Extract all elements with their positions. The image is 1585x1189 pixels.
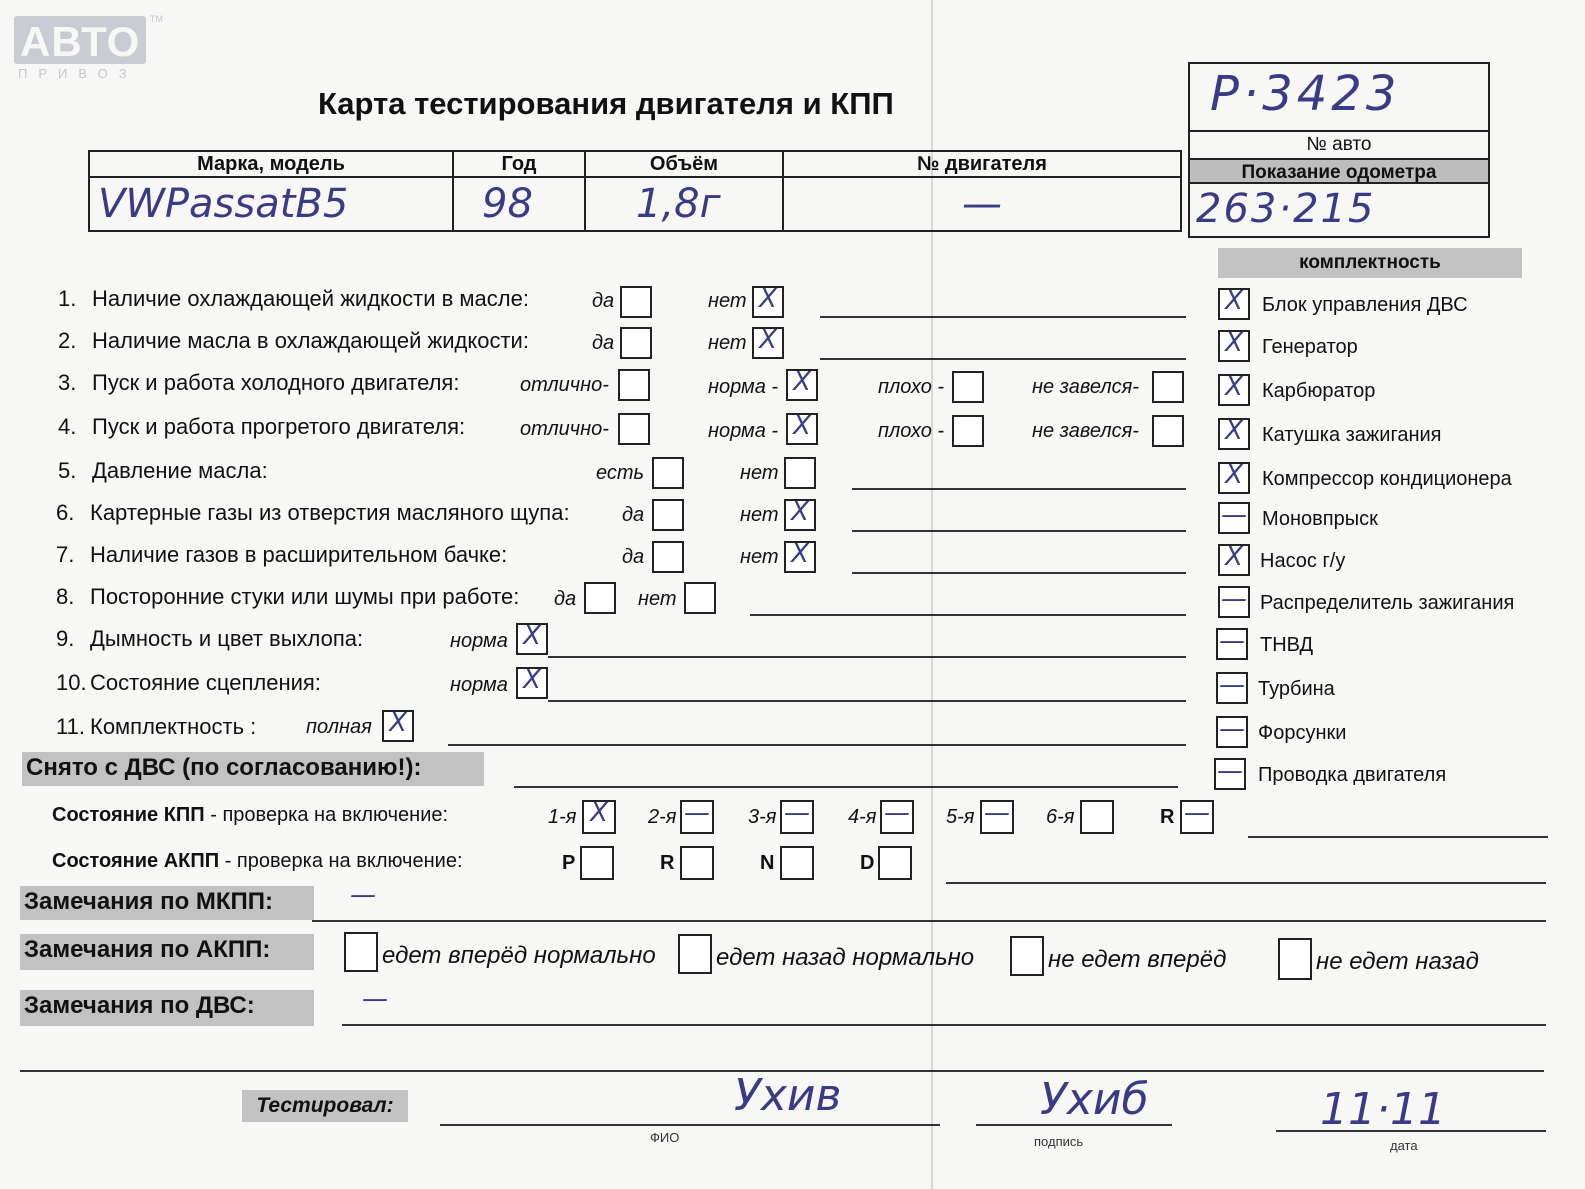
model-value: VWPassatB5 — [89, 177, 453, 231]
question-2 — [58, 328, 529, 354]
logo-subtext: ПРИВОЗ — [18, 66, 138, 81]
akpp-forward-ok-checkbox[interactable] — [344, 932, 378, 972]
gear-label: 1-я — [548, 806, 577, 828]
kompl-checkbox[interactable] — [1216, 628, 1248, 660]
q8-net-checkbox[interactable] — [684, 582, 716, 614]
gear-3-checkbox[interactable] — [780, 800, 814, 834]
option-norma: норма - — [708, 376, 779, 398]
q8-da-checkbox[interactable] — [584, 582, 616, 614]
col-engine-no: № двигателя — [783, 151, 1181, 177]
gear-label: 4-я — [848, 806, 877, 828]
q11-note-line[interactable] — [448, 744, 1186, 746]
option-da: да — [592, 332, 615, 354]
remarks-mkpp-value: — — [350, 880, 376, 910]
q2-note-line[interactable] — [820, 358, 1186, 360]
col-model: Марка, модель — [89, 151, 453, 177]
q7-note-line[interactable] — [852, 572, 1186, 574]
check-mark: — — [1219, 626, 1245, 656]
year-value: 98 — [453, 177, 585, 231]
kompl-item-label: Генератор — [1262, 336, 1358, 358]
question-text: Наличие масла в охлаждающей жидкости: — [92, 328, 529, 353]
check-mark: — — [1221, 584, 1247, 614]
kpp-note-line[interactable] — [1248, 836, 1548, 838]
akpp-no-forward-checkbox[interactable] — [1010, 936, 1044, 976]
option-net: нет — [708, 332, 747, 354]
remarks-dvs-value: — — [362, 984, 388, 1014]
removed-line[interactable] — [514, 786, 1178, 788]
question-11 — [56, 714, 256, 740]
question-8 — [56, 584, 519, 610]
col-year: Год — [453, 151, 585, 177]
question-text: Картерные газы из отверстия масляного щупа: — [90, 500, 570, 525]
gear-label: 6-я — [1046, 806, 1075, 828]
akpp-label-rest: - проверка на включение: — [219, 850, 463, 872]
akpp-mode-label: R — [660, 852, 675, 874]
option-ploho: плохо - — [878, 420, 945, 442]
question-number: 5. — [58, 458, 77, 483]
akpp-option: едет вперёд нормально — [382, 942, 656, 969]
gear-4-checkbox[interactable] — [880, 800, 914, 834]
remarks-mkpp-label: Замечания по МКПП: — [20, 886, 314, 920]
check-mark: — — [1217, 756, 1243, 786]
odometer-label: Показание одометра — [1190, 158, 1488, 184]
col-volume: Объём — [585, 151, 783, 177]
kompl-item-label: Карбюратор — [1262, 380, 1376, 402]
question-text: Комплектность : — [90, 714, 257, 739]
akpp-n-checkbox[interactable] — [780, 846, 814, 880]
car-number-label: № авто — [1188, 130, 1490, 158]
question-number: 8. — [56, 584, 75, 609]
option-otlichno: отлично- — [520, 418, 609, 440]
tested-label: Тестировал: — [242, 1090, 408, 1122]
option-otlichno: отлично- — [520, 374, 609, 396]
question-7 — [56, 542, 507, 568]
fio-label: ФИО — [650, 1130, 680, 1145]
check-mark: X — [523, 621, 541, 651]
option-norma: норма — [450, 630, 508, 652]
kompl-checkbox[interactable] — [1218, 544, 1250, 576]
option-ne-zavelsya: не завелся- — [1032, 420, 1139, 442]
check-mark: — — [884, 798, 910, 828]
option-norma: норма - — [708, 420, 779, 442]
odometer-value: 263·215 — [1196, 186, 1376, 232]
remarks-mkpp-line[interactable] — [312, 920, 1546, 922]
q3-norma-checkbox[interactable] — [786, 369, 818, 401]
check-mark: X — [389, 708, 407, 738]
fio-line[interactable] — [440, 1124, 940, 1126]
question-4 — [58, 414, 465, 440]
q3-ploho-checkbox[interactable] — [952, 371, 984, 403]
removed-label: Снято с ДВС (по согласованию!): — [22, 752, 484, 786]
check-mark: X — [1225, 372, 1243, 402]
check-mark: — — [784, 798, 810, 828]
option-da: да — [592, 290, 615, 312]
akpp-mode-label: N — [760, 852, 775, 874]
question-text: Состояние сцепления: — [90, 670, 321, 695]
check-mark: X — [793, 367, 811, 397]
question-number: 7. — [56, 542, 75, 567]
kpp-label — [52, 804, 448, 827]
kompl-item-label: Компрессор кондиционера — [1262, 468, 1512, 490]
kompl-item-label: Катушка зажигания — [1262, 424, 1442, 446]
engine-no-value: — — [783, 177, 1181, 231]
kompl-checkbox[interactable] — [1216, 716, 1248, 748]
check-mark: X — [1225, 460, 1243, 490]
question-1 — [58, 286, 529, 312]
akpp-label-bold: Состояние АКПП — [52, 850, 220, 872]
option-da: да — [622, 504, 645, 526]
q1-note-line[interactable] — [820, 316, 1186, 318]
question-text: Дымность и цвет выхлопа: — [90, 626, 364, 651]
question-5 — [58, 458, 268, 484]
logo-tm: TM — [150, 14, 163, 24]
check-mark: X — [1225, 328, 1243, 358]
option-net: нет — [740, 462, 779, 484]
volume-value: 1,8г — [585, 177, 783, 231]
date-label: дата — [1390, 1138, 1418, 1153]
option-net: нет — [740, 504, 779, 526]
kompl-checkbox[interactable] — [1218, 586, 1250, 618]
question-number: 3. — [58, 370, 77, 395]
question-number: 10. — [56, 670, 87, 695]
signature: Ухиб — [1040, 1074, 1149, 1125]
remarks-akpp-label: Замечания по АКПП: — [20, 934, 314, 970]
akpp-d-checkbox[interactable] — [878, 846, 912, 880]
q6-da-checkbox[interactable] — [652, 499, 684, 531]
check-mark: — — [1219, 670, 1245, 700]
akpp-r-checkbox[interactable] — [680, 846, 714, 880]
car-number: P·3423 — [1210, 66, 1401, 122]
question-number: 11. — [56, 714, 85, 739]
question-text: Пуск и работа холодного двигателя: — [92, 370, 460, 395]
kompl-item-label: Насос г/у — [1260, 550, 1346, 572]
gear-1-checkbox[interactable] — [582, 800, 616, 834]
question-number: 1. — [58, 286, 77, 311]
logo-text: АВТО — [20, 18, 141, 65]
q11-polnaya-checkbox[interactable] — [382, 710, 414, 742]
kompl-item-label: Турбина — [1258, 678, 1335, 700]
kompl-item-label: Проводка двигателя — [1258, 764, 1447, 786]
kompl-checkbox[interactable] — [1218, 330, 1250, 362]
option-da: да — [622, 546, 645, 568]
check-mark: X — [1225, 416, 1243, 446]
gear-label: 3-я — [748, 806, 777, 828]
question-number: 2. — [58, 328, 77, 353]
question-text: Наличие газов в расширительном бачке: — [90, 542, 508, 567]
gear-label: 2-я — [648, 806, 677, 828]
gear-2-checkbox[interactable] — [680, 800, 714, 834]
q3-otlichno-checkbox[interactable] — [618, 369, 650, 401]
q2-net-checkbox[interactable] — [752, 327, 784, 359]
akpp-no-reverse-checkbox[interactable] — [1278, 938, 1312, 980]
kompl-checkbox[interactable] — [1216, 672, 1248, 704]
komplektnost-title: комплектность — [1218, 248, 1522, 278]
kompl-checkbox[interactable] — [1218, 374, 1250, 406]
gear-label: R — [1160, 806, 1175, 828]
page-title: Карта тестирования двигателя и КПП — [318, 86, 894, 121]
kompl-item-label: Форсунки — [1258, 722, 1347, 744]
check-mark: X — [1225, 542, 1243, 572]
akpp-p-checkbox[interactable] — [580, 846, 614, 880]
q4-norma-checkbox[interactable] — [786, 413, 818, 445]
check-mark: X — [791, 497, 809, 527]
question-3 — [58, 370, 459, 396]
akpp-reverse-ok-checkbox[interactable] — [678, 934, 712, 974]
q4-ne-zavelsya-checkbox[interactable] — [1152, 415, 1184, 447]
gear-r-checkbox[interactable] — [1180, 800, 1214, 834]
vehicle-table — [88, 150, 1182, 232]
q3-ne-zavelsya-checkbox[interactable] — [1152, 371, 1184, 403]
kompl-item-label: Блок управления ДВС — [1262, 294, 1468, 316]
kpp-label-rest: - проверка на включение: — [204, 804, 449, 826]
date-value: 11·11 — [1320, 1084, 1446, 1135]
option-ne-zavelsya: не завелся- — [1032, 376, 1139, 398]
q5-est-checkbox[interactable] — [652, 457, 684, 489]
akpp-label — [52, 850, 463, 873]
kpp-label-bold: Состояние КПП — [52, 804, 205, 826]
gear-6-checkbox[interactable] — [1080, 800, 1114, 834]
signature-label: подпись — [1034, 1134, 1084, 1149]
question-number: 6. — [56, 500, 75, 525]
kompl-checkbox[interactable] — [1218, 502, 1250, 534]
q5-note-line[interactable] — [852, 488, 1186, 490]
akpp-mode-label: P — [562, 852, 576, 874]
option-ploho: плохо - — [878, 376, 945, 398]
question-6 — [56, 500, 570, 526]
option-net: нет — [708, 290, 747, 312]
option-est: есть — [596, 462, 645, 484]
check-mark: — — [1219, 714, 1245, 744]
check-mark: — — [1184, 798, 1210, 828]
q1-da-checkbox[interactable] — [620, 286, 652, 318]
check-mark: X — [793, 411, 811, 441]
gear-label: 5-я — [946, 806, 975, 828]
question-10 — [56, 670, 321, 696]
kompl-checkbox[interactable] — [1214, 758, 1246, 790]
q9-norma-checkbox[interactable] — [516, 623, 548, 655]
q7-da-checkbox[interactable] — [652, 541, 684, 573]
q9-note-line[interactable] — [548, 656, 1186, 658]
q4-otlichno-checkbox[interactable] — [618, 413, 650, 445]
check-mark: X — [791, 539, 809, 569]
question-number: 4. — [58, 414, 77, 439]
q10-norma-checkbox[interactable] — [516, 667, 548, 699]
kompl-checkbox[interactable] — [1218, 288, 1250, 320]
kompl-checkbox[interactable] — [1218, 418, 1250, 450]
option-net: нет — [638, 588, 677, 610]
check-mark: X — [523, 665, 541, 695]
option-da: да — [554, 588, 577, 610]
q8-note-line[interactable] — [750, 614, 1186, 616]
kompl-item-label: ТНВД — [1260, 634, 1314, 656]
gear-5-checkbox[interactable] — [980, 800, 1014, 834]
kompl-checkbox[interactable] — [1218, 462, 1250, 494]
q4-ploho-checkbox[interactable] — [952, 415, 984, 447]
akpp-option: едет назад нормально — [716, 944, 975, 971]
remarks-dvs-line[interactable] — [342, 1024, 1546, 1026]
kompl-item-label: Моновпрыск — [1262, 508, 1378, 530]
q6-note-line[interactable] — [852, 530, 1186, 532]
check-mark: X — [759, 284, 777, 314]
q2-da-checkbox[interactable] — [620, 327, 652, 359]
akpp-mode-label: D — [860, 852, 875, 874]
question-text: Давление масла: — [92, 458, 268, 483]
akpp-option: не едет назад — [1316, 948, 1479, 975]
question-text: Пуск и работа прогретого двигателя: — [92, 414, 466, 439]
check-mark: — — [1221, 500, 1247, 530]
check-mark: — — [684, 798, 710, 828]
question-9 — [56, 626, 363, 652]
q5-net-checkbox[interactable] — [784, 457, 816, 489]
check-mark: X — [759, 325, 777, 355]
question-number: 9. — [56, 626, 75, 651]
remarks-dvs-label: Замечания по ДВС: — [20, 990, 314, 1026]
q1-net-checkbox[interactable] — [752, 286, 784, 318]
akpp-option: не едет вперёд — [1048, 946, 1227, 973]
option-norma: норма — [450, 674, 508, 696]
check-mark: X — [1225, 286, 1243, 316]
q10-note-line[interactable] — [548, 700, 1186, 702]
question-text: Посторонние стуки или шумы при работе: — [90, 584, 520, 609]
option-net: нет — [740, 546, 779, 568]
option-polnaya: полная — [306, 716, 372, 738]
check-mark: X — [590, 798, 608, 828]
akpp-note-line[interactable] — [946, 882, 1546, 884]
kompl-item-label: Распределитель зажигания — [1260, 592, 1515, 614]
q6-net-checkbox[interactable] — [784, 499, 816, 531]
q7-net-checkbox[interactable] — [784, 541, 816, 573]
tester-name: Ухив — [734, 1070, 842, 1121]
question-text: Наличие охлаждающей жидкости в масле: — [92, 286, 529, 311]
check-mark: — — [984, 798, 1010, 828]
